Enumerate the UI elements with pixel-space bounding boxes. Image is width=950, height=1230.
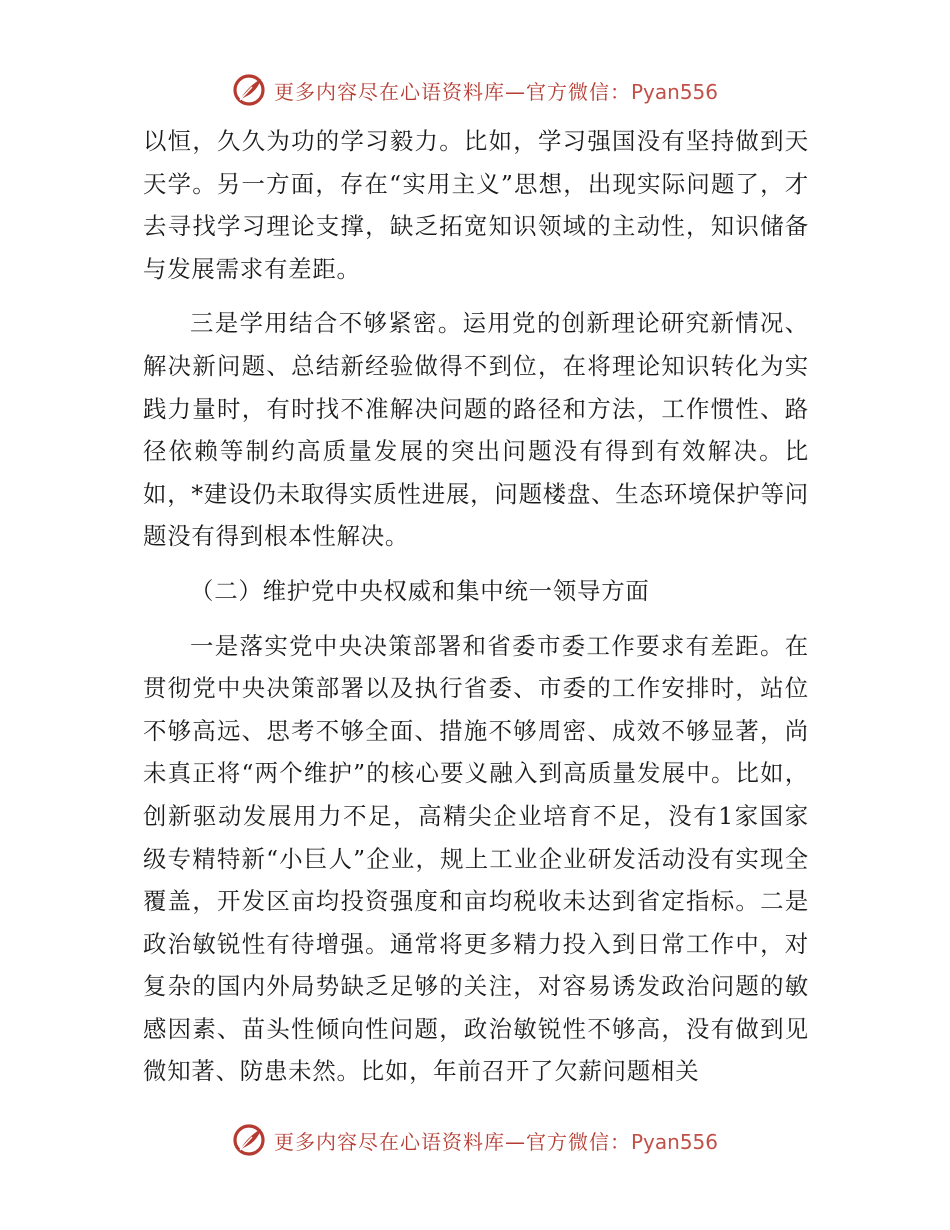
watermark-text: 更多内容尽在心语资料库—官方微信：Pyan556 bbox=[273, 79, 718, 104]
paragraph-2: 三是学用结合不够紧密。运用党的创新理论研究新情况、解决新问题、总结新经验做得不到位，在将理论知识转化为实践力量时，有时找不准解决问题的路径和方法，工作惯性、路径依赖等制约高质量发展的突出问题没有得到有效解决。比如，*建设仍未取得实质性进展，问题楼盘、生态环境保护等问题没有得到根本性解决。 bbox=[143, 309, 809, 551]
document-body bbox=[143, 120, 809, 1093]
wechat-id: Pyan556 bbox=[630, 1129, 718, 1154]
paragraph-3: 一是落实党中央决策部署和省委市委工作要求有差距。在贯彻党中央决策部署以及执行省委、市委的工作安排时，站位不够高远、思考不够全面、措施不够周密、成效不够显著，尚未真正将“两个维护”的核心要义融入到高质量发展中。比如，创新驱动发展用力不足，高精尖企业培育不足，没有1家国家级专精特新“小巨人”企业，规上工业企业研发活动没有实现全覆盖，开发区亩均投资强度和亩均税收未达到省定指标。二是政治敏锐性有待增强。通常将更多精力投入到日常工作中，对复杂的国内外局势缺乏足够的关注，对容易诱发政治问题的敏感因素、苗头性倾向性问题，政治敏锐性不够高，没有做到见微知著、防患未然。比如，年前召开了欠薪问题相关 bbox=[143, 631, 809, 1086]
wechat-id: Pyan556 bbox=[630, 79, 718, 104]
watermark-footer bbox=[0, 1120, 950, 1160]
section-heading: （二）维护党中央权威和集中统一领导方面 bbox=[190, 576, 650, 605]
feather-quill-logo-icon bbox=[232, 1123, 266, 1157]
feather-quill-logo-icon bbox=[232, 73, 266, 107]
paragraph-1: 以恒，久久为功的学习毅力。比如，学习强国没有坚持做到天天学。另一方面，存在“实用主义”思想，出现实际问题了，才去寻找学习理论支撑，缺乏拓宽知识领域的主动性，知识储备与发展需求有差距。 bbox=[143, 127, 809, 283]
watermark-text: 更多内容尽在心语资料库—官方微信：Pyan556 bbox=[273, 1129, 718, 1154]
watermark-header bbox=[0, 70, 950, 110]
